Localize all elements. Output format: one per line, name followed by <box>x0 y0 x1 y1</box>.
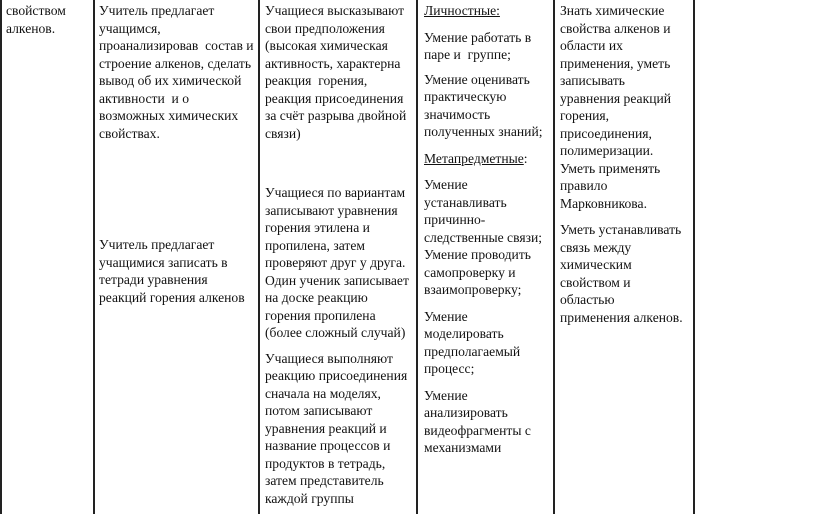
meta-heading <box>424 150 543 168</box>
meta-heading-label: Метапредметные <box>424 150 524 166</box>
student-activity-3: Учащиеся выполняют реакцию присоединения сначала на моделях, потом записывают уравнения реакций и название процессов и продуктов в тетрадь, затем представитель каждой группы <box>265 350 408 506</box>
column-divider-1 <box>93 0 95 514</box>
table-border-left <box>0 0 2 514</box>
cell-topic <box>6 0 66 37</box>
personal-heading: Личностные: <box>424 3 500 18</box>
topic-text: свойством алкенов. <box>6 3 66 36</box>
column-divider-2 <box>258 0 260 514</box>
student-activity-1: Учащиеся высказывают свои предположения (высокая химическая активность, характерна реакция горения, реакция присоединения за счёт разрыва двойной связи) <box>265 3 407 141</box>
meta-item-3: Умение моделировать предполагаемый процесс; <box>424 308 521 376</box>
column-divider-3 <box>416 0 418 514</box>
student-activity-2: Учащиеся по вариантам записывают уравнения горения этилена и пропилена, затем проверяют друг у друга. Один ученик записывает на доске реакцию горения пропилена (более сложный случай) <box>265 185 409 340</box>
meta-item-1: Умение устанавливать причинно- следственные связи; <box>424 177 542 245</box>
outcomes-2: Уметь устанавливать связь между химическим свойством и областью применения алкенов. <box>560 222 683 325</box>
meta-item-4: Умение анализировать видеофрагменты с механизмами <box>424 387 531 455</box>
personal-item-2: Умение оценивать практическую значимость полученных знаний; <box>424 71 543 139</box>
cell-outcomes <box>560 0 683 326</box>
cell-teacher-activity <box>99 0 254 306</box>
teacher-activity-2: Учитель предлагает учащимися записать в тетради уравнения реакций горения алкенов <box>99 237 245 305</box>
table-border-right <box>693 0 695 514</box>
outcomes-1: Знать химические свойства алкенов и области их применения, уметь записывать уравнения реакций горения, присоединения, полимеризации. Уметь применять правило Марковникова. <box>560 3 672 211</box>
personal-item-1: Умение работать в паре и группе; <box>424 29 532 62</box>
meta-item-2: Умение проводить самопроверку и взаимопроверку; <box>424 247 531 297</box>
meta-heading-colon: : <box>523 150 528 166</box>
cell-student-activity <box>265 0 409 507</box>
column-divider-4 <box>553 0 555 514</box>
cell-competencies <box>424 0 543 457</box>
teacher-activity-1: Учитель предлагает учащимся, проанализировав состав и строение алкенов, сделать вывод об их химической активности и о возможных химических свойствах. <box>99 3 254 141</box>
